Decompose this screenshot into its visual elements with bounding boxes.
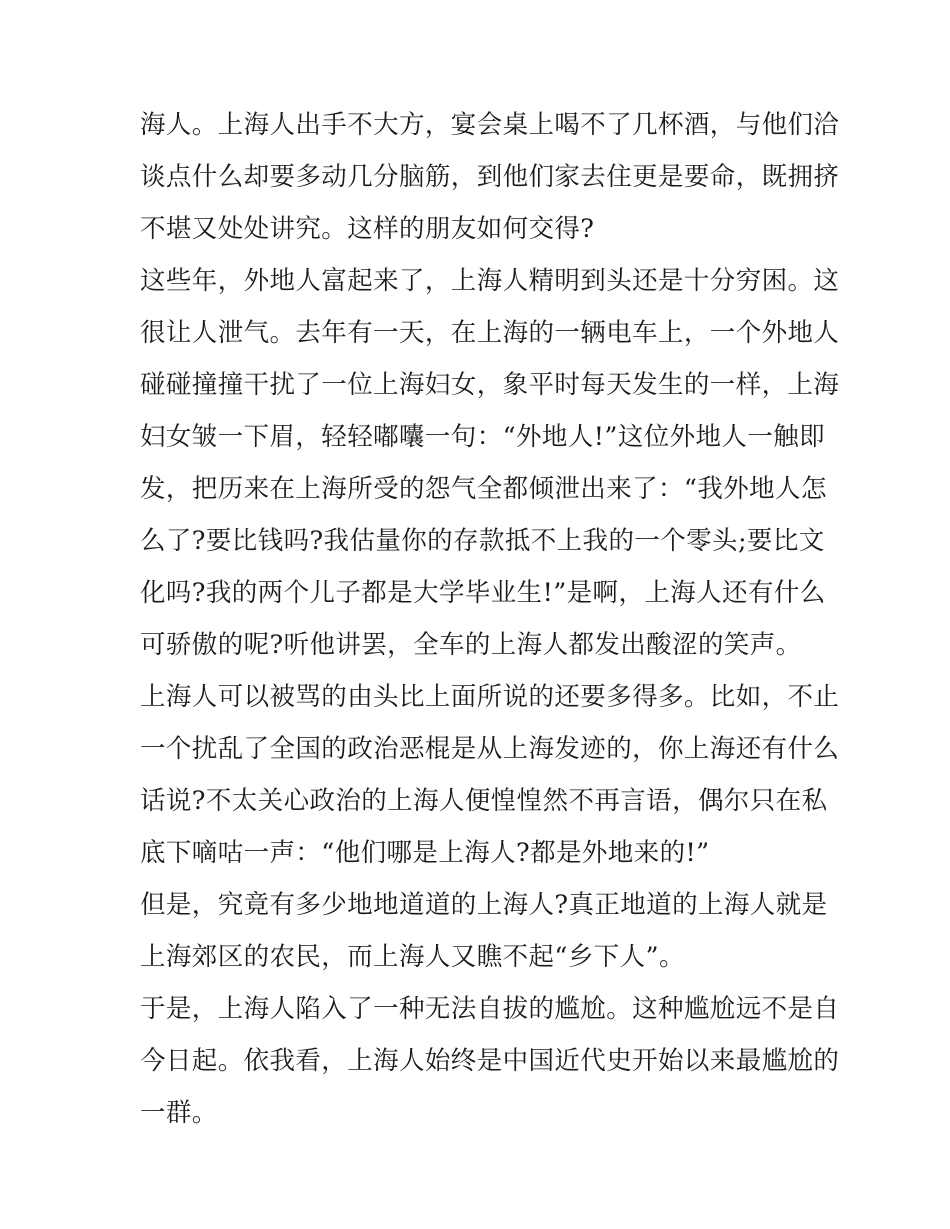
text-line: 很让人泄气。去年有一天，在上海的一辆电车上，一个外地人 <box>140 318 840 348</box>
text-line: 谈点什么却要多动几分脑筋，到他们家去住更是要命，既拥挤 <box>140 162 840 192</box>
text-line: 么了?要比钱吗?我估量你的存款抵不上我的一个零头;要比文 <box>140 526 825 556</box>
text-line: 上海人可以被骂的由头比上面所说的还要多得多。比如，不止 <box>140 682 840 712</box>
text-line: 妇女皱一下眉，轻轻嘟囔一句：“外地人!”这位外地人一触即 <box>140 422 826 452</box>
text-line: 今日起。依我看，上海人始终是中国近代史开始以来最尴尬的 <box>140 1046 840 1076</box>
text-line: 上海郊区的农民，而上海人又瞧不起“乡下人”。 <box>140 942 685 972</box>
text-line: 底下嘀咕一声：“他们哪是上海人?都是外地来的!” <box>140 838 710 868</box>
text-line: 一群。 <box>140 1098 218 1128</box>
text-line: 这些年，外地人富起来了，上海人精明到头还是十分穷困。这 <box>140 266 840 296</box>
text-line: 可骄傲的呢?听他讲罢，全车的上海人都发出酸涩的笑声。 <box>140 630 802 660</box>
text-line: 于是，上海人陷入了一种无法自拔的尴尬。这种尴尬远不是自 <box>140 994 840 1024</box>
text-line: 发，把历来在上海所受的怨气全都倾泄出来了：“我外地人怎 <box>140 474 827 504</box>
text-line: 话说?不太关心政治的上海人便惶惶然不再言语，偶尔只在私 <box>140 786 828 816</box>
text-line: 但是，究竟有多少地地道道的上海人?真正地道的上海人就是 <box>140 890 828 920</box>
text-line: 碰碰撞撞干扰了一位上海妇女，象平时每天发生的一样，上海 <box>140 370 840 400</box>
text-line: 一个扰乱了全国的政治恶棍是从上海发迹的，你上海还有什么 <box>140 734 840 764</box>
text-line: 不堪又处处讲究。这样的朋友如何交得? <box>140 214 595 244</box>
text-line: 化吗?我的两个儿子都是大学毕业生!”是啊，上海人还有什么 <box>140 578 826 608</box>
text-line: 海人。上海人出手不大方，宴会桌上喝不了几杯酒，与他们洽 <box>140 110 840 140</box>
